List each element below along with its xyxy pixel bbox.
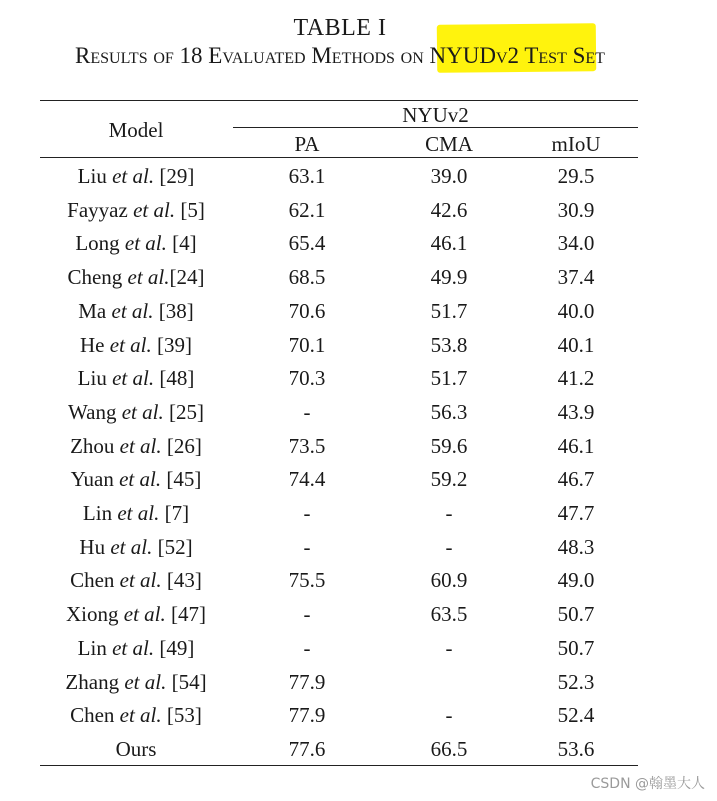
cell-miou: 52.3	[557, 670, 595, 694]
cell-model	[40, 265, 232, 289]
cell-pa: 77.9	[288, 670, 326, 694]
cell-cma: 53.8	[430, 333, 468, 357]
et-al: et al.	[124, 670, 167, 694]
header-dataset-nyuv2: NYUv2	[402, 103, 469, 127]
citation-ref: [5]	[175, 198, 205, 222]
cell-cma: -	[445, 636, 453, 660]
table-top-rule	[40, 100, 638, 101]
cell-cma: 59.6	[430, 434, 468, 458]
citation-ref: [38]	[153, 299, 194, 323]
cell-model	[40, 231, 232, 255]
cell-miou: 43.9	[557, 400, 595, 424]
et-al: et al.	[121, 400, 164, 424]
author-name: Zhou	[70, 434, 115, 458]
cell-pa: 77.9	[288, 703, 326, 727]
author-name: Liu	[77, 164, 107, 188]
cell-cma: 46.1	[430, 231, 468, 255]
cell-cma: -	[445, 703, 453, 727]
cell-pa: 75.5	[288, 568, 326, 592]
citation-ref: [47]	[165, 602, 206, 626]
cell-pa: 73.5	[288, 434, 326, 458]
author-name: Chen	[70, 568, 115, 592]
cell-miou: 47.7	[557, 501, 595, 525]
cell-model	[40, 568, 232, 592]
caption-prefix: Results of 18 Evaluated Methods on	[75, 43, 430, 68]
csdn-watermark: CSDN @翰墨大人	[590, 776, 705, 792]
cell-pa: 63.1	[288, 164, 326, 188]
author-name: Wang	[68, 400, 117, 424]
citation-ref: [45]	[161, 467, 202, 491]
cell-cma: 63.5	[430, 602, 468, 626]
cell-cma: 49.9	[430, 265, 468, 289]
author-name: Chen	[70, 703, 115, 727]
cell-model	[40, 535, 232, 559]
cell-miou: 29.5	[557, 164, 595, 188]
cell-model	[40, 400, 232, 424]
nyuv2-group-rule	[233, 127, 638, 128]
cell-model	[40, 501, 232, 525]
cell-miou: 46.7	[557, 467, 595, 491]
citation-ref: [39]	[151, 333, 192, 357]
cell-pa: 65.4	[288, 231, 326, 255]
cell-pa: 77.6	[288, 737, 326, 761]
cell-miou: 40.0	[557, 299, 595, 323]
citation-ref: [26]	[161, 434, 202, 458]
cell-model	[40, 636, 232, 660]
cell-model	[40, 366, 232, 390]
et-al: et al.	[119, 467, 162, 491]
header-bottom-rule	[40, 157, 638, 158]
author-name: Hu	[79, 535, 106, 559]
cell-model	[40, 198, 232, 222]
table-label: TABLE I	[293, 15, 387, 41]
cell-pa: -	[303, 602, 311, 626]
cell-miou: 37.4	[557, 265, 595, 289]
author-name: Fayyaz	[67, 198, 128, 222]
cell-pa: 62.1	[288, 198, 326, 222]
cell-pa: -	[303, 501, 311, 525]
citation-ref: [49]	[154, 636, 195, 660]
author-name: Yuan	[70, 467, 114, 491]
author-name: Zhang	[65, 670, 120, 694]
et-al: et al.	[109, 333, 152, 357]
et-al: et al.	[124, 231, 167, 255]
cell-pa: 68.5	[288, 265, 326, 289]
header-cma: CMA	[425, 132, 473, 156]
cell-miou: 41.2	[557, 366, 595, 390]
cell-miou: 53.6	[557, 737, 595, 761]
cell-pa: -	[303, 636, 311, 660]
cell-model	[40, 737, 232, 761]
cell-miou: 34.0	[557, 231, 595, 255]
caption-highlighted-text: NYUDv2 Test	[429, 43, 567, 68]
table-bottom-rule	[40, 765, 638, 766]
cell-cma: 51.7	[430, 299, 468, 323]
et-al: et al.	[119, 434, 162, 458]
citation-ref: [7]	[159, 501, 190, 525]
citation-ref: [4]	[166, 231, 197, 255]
cell-model	[40, 164, 232, 188]
cell-cma: 66.5	[430, 737, 468, 761]
cell-miou: 50.7	[557, 636, 595, 660]
citation-ref: [24]	[169, 265, 205, 289]
citation-ref: [48]	[154, 366, 195, 390]
cell-model	[40, 670, 232, 694]
table-caption	[0, 43, 680, 69]
citation-ref: [25]	[163, 400, 204, 424]
et-al: et al.	[119, 568, 162, 592]
cell-miou: 50.7	[557, 602, 595, 626]
author-name: Cheng	[67, 265, 123, 289]
cell-miou: 30.9	[557, 198, 595, 222]
cell-cma: 51.7	[430, 366, 468, 390]
cell-pa: 70.3	[288, 366, 326, 390]
citation-ref: [29]	[154, 164, 195, 188]
et-al: et al.	[112, 164, 155, 188]
cell-cma: 39.0	[430, 164, 468, 188]
et-al: et al.	[133, 198, 176, 222]
cell-cma: 42.6	[430, 198, 468, 222]
author-name: Ma	[78, 299, 107, 323]
author-name: Lin	[82, 501, 113, 525]
cell-pa: 70.1	[288, 333, 326, 357]
cell-pa: -	[303, 535, 311, 559]
et-al: et al.	[112, 636, 155, 660]
author-name: Xiong	[66, 602, 119, 626]
cell-miou: 48.3	[557, 535, 595, 559]
et-al: et al.	[127, 265, 170, 289]
citation-ref: [53]	[161, 703, 202, 727]
author-name: Liu	[77, 366, 107, 390]
cell-miou: 52.4	[557, 703, 595, 727]
header-miou: mIoU	[551, 132, 601, 156]
et-al: et al.	[117, 501, 160, 525]
author-name: Long	[75, 231, 120, 255]
et-al: et al.	[110, 535, 153, 559]
cell-model	[40, 703, 232, 727]
cell-model	[40, 333, 232, 357]
cell-model	[40, 467, 232, 491]
cell-miou: 46.1	[557, 434, 595, 458]
cell-miou: 40.1	[557, 333, 595, 357]
caption-suffix: Set	[566, 43, 605, 68]
cell-cma: 60.9	[430, 568, 468, 592]
cell-model	[40, 434, 232, 458]
cell-miou: 49.0	[557, 568, 595, 592]
et-al: et al.	[123, 602, 166, 626]
cell-cma: 56.3	[430, 400, 468, 424]
et-al: et al.	[112, 366, 155, 390]
cell-cma: 59.2	[430, 467, 468, 491]
et-al: et al.	[119, 703, 162, 727]
cell-pa: 70.6	[288, 299, 326, 323]
citation-ref: [52]	[152, 535, 193, 559]
cell-cma: -	[445, 535, 453, 559]
citation-ref: [54]	[166, 670, 207, 694]
cell-pa: 74.4	[288, 467, 326, 491]
author-name: Ours	[115, 737, 157, 761]
cell-model	[40, 602, 232, 626]
et-al: et al.	[111, 299, 154, 323]
citation-ref: [43]	[161, 568, 202, 592]
cell-cma: -	[445, 501, 453, 525]
author-name: He	[80, 333, 105, 357]
author-name: Lin	[77, 636, 107, 660]
cell-pa: -	[303, 400, 311, 424]
cell-model	[40, 299, 232, 323]
header-pa: PA	[294, 132, 320, 156]
header-model: Model	[108, 118, 164, 142]
